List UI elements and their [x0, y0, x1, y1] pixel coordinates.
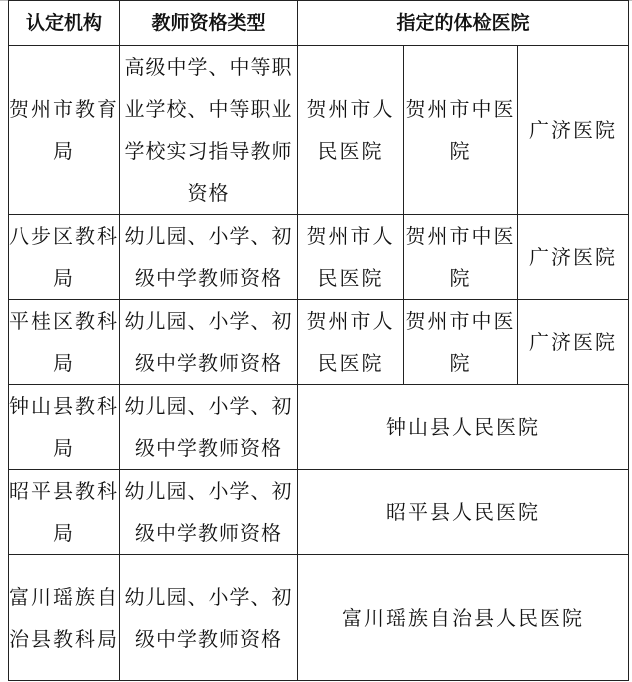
- medical-exam-hospital-table: [8, 0, 629, 681]
- teacher-type-cell: 幼儿园、小学、初级中学教师资格: [120, 300, 298, 385]
- hospital-cell: 贺州市中医院: [404, 300, 518, 385]
- table-row: [9, 46, 629, 215]
- org-cell: 富川瑶族自治县教科局: [9, 555, 120, 681]
- org-cell: 贺州市教育局: [9, 46, 120, 215]
- teacher-type-cell: 幼儿园、小学、初级中学教师资格: [120, 470, 298, 555]
- hospital-cell: 贺州市人民医院: [298, 46, 404, 215]
- table-row: [9, 555, 629, 681]
- table-row: [9, 215, 629, 300]
- header-org: 认定机构: [9, 1, 120, 46]
- hospital-cell: 贺州市人民医院: [298, 300, 404, 385]
- header-designated-hospital: 指定的体检医院: [298, 1, 629, 46]
- hospital-cell: 贺州市中医院: [404, 215, 518, 300]
- hospital-cell: 广济医院: [518, 46, 629, 215]
- hospital-merged-cell: 富川瑶族自治县人民医院: [298, 555, 629, 681]
- hospital-cell: 广济医院: [518, 300, 629, 385]
- org-cell: 钟山县教科局: [9, 385, 120, 470]
- table-header-row: [9, 1, 629, 46]
- teacher-type-cell: 高级中学、中等职业学校、中等职业学校实习指导教师资格: [120, 46, 298, 215]
- teacher-type-cell: 幼儿园、小学、初级中学教师资格: [120, 215, 298, 300]
- org-cell: 平桂区教科局: [9, 300, 120, 385]
- hospital-merged-cell: 昭平县人民医院: [298, 470, 629, 555]
- hospital-cell: 贺州市中医院: [404, 46, 518, 215]
- org-cell: 昭平县教科局: [9, 470, 120, 555]
- hospital-cell: 广济医院: [518, 215, 629, 300]
- table-row: [9, 300, 629, 385]
- teacher-type-cell: 幼儿园、小学、初级中学教师资格: [120, 385, 298, 470]
- hospital-cell: 贺州市人民医院: [298, 215, 404, 300]
- org-cell: 八步区教科局: [9, 215, 120, 300]
- teacher-type-cell: 幼儿园、小学、初级中学教师资格: [120, 555, 298, 681]
- table-row: [9, 385, 629, 470]
- hospital-merged-cell: 钟山县人民医院: [298, 385, 629, 470]
- header-teacher-type: 教师资格类型: [120, 1, 298, 46]
- table-row: [9, 470, 629, 555]
